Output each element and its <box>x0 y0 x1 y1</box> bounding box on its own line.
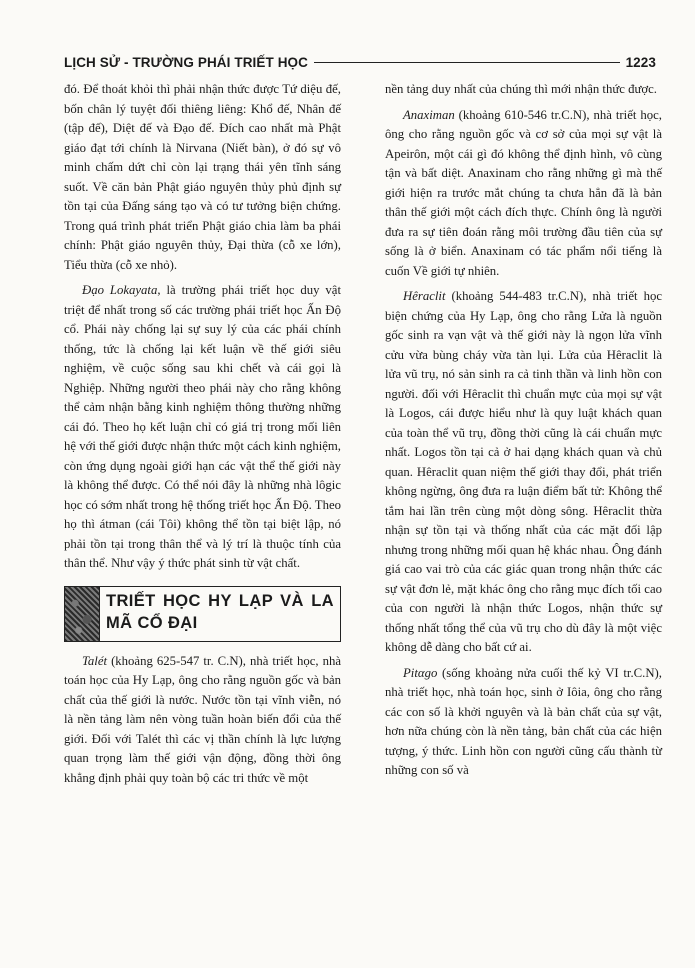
running-title: LỊCH SỬ - TRƯỜNG PHÁI TRIẾT HỌC <box>64 54 309 70</box>
paragraph: Đạo Lokayata, là trường phái triết học duy vật triệt để nhất trong số các trường phái triết học Ấn Độ cổ. Phái này chống lại sự suy lý của các phái chính thống, tức là chống lại kết luận về thế giới siêu nghiệm, về cuộc sống sau khi chết và cái gọi là Nghiệp. Những người theo phái này cho rằng không thể cảm nhận bằng kinh nghiệm thông thường những cái đó. Theo họ kết luận chỉ có giá trị trong mối liên hệ với thế giới được nhận thức một cách kinh nghiệm, còn ứng dụng ngoài giới hạn các vật thể thế giới này là không thể được. Có thể nói đây là những nhà lôgic học có sớm nhất trong hệ thống triết học Ấn Độ. Theo họ thì átman (cái Tôi) không thể tồn tại biệt lập, nó phải tồn tại trong thân thể và lý trí là thuộc tính của thân thể. Như vậy ý thức phát sinh từ vật chất. <box>64 283 341 570</box>
paragraph: Hêraclit (khoảng 544-483 tr.C.N), nhà triết học biện chứng của Hy Lạp, ông cho rằng Lửa là nguồn gốc sinh ra vạn vật và thế giới này là ngọn lửa vĩnh cửu vừa bùng cháy vừa tàn lụi. Lửa của Hêraclit là lửa vũ trụ, nó sản sinh ra cả tinh thần và linh hồn con người. đối với Hêraclit thì chuẩn mực của mọi sự vật là Logos, cái được hiểu như là quy luật khách quan của toàn thể vũ trụ, đồng thời cũng là cái chuẩn mực nhất. Logos tồn tại cả ở hai dạng khách quan và chủ quan. Hêraclit quan niệm thế giới thay đổi, phát triển không ngừng, ông đưa ra luận điểm bất tử: Không thể tắm hai lần trên cùng một dòng sông. Hêraclit thừa nhận sự tồn tại và thống nhất của các mặt đối lập nhưng trong những mối quan hệ khác nhau. Ông đánh giá cao vai trò của các giác quan trong nhận thức các sự vật đơn lẻ, mặt khác ông cho rằng mục đích tối cao của con người là nhận thức Logos, nhận thức sự thống nhất tổng thể của vũ trụ cho dù đây là một việc không dễ dàng cho bất cứ ai. <box>385 289 662 654</box>
term: Talét <box>82 653 108 668</box>
paragraph: Pitαgo (sống khoảng nửa cuối thế kỷ VI tr.C.N), nhà triết học, nhà toán học, sinh ở Iôia, ông cho rằng các con số là khởi nguyên và là bản chất của sự vật, hơn nữa chúng còn là nền tảng, bản chất của các hiện tượng, ý thức. Linh hồn con người cũng cấu thành từ những con số và <box>385 665 662 777</box>
paragraph: đó. Để thoát khỏi thì phải nhận thức được Tứ diệu đế, bốn chân lý tuyệt đối thiêng liêng: Khổ đế, Nhân đế (tập đế), Diệt đế và Đạo đế. Đích cao nhất mà Phật giáo đạt tới chính là Nirvana (Niết bàn), ở đó sự vô minh chấm dứt chỉ còn lại trạng thái yên tĩnh sáng suốt. Về căn bản Phật giáo nguyên thủy phủ định sự tồn tại của Đấng sáng tạo và có tư tưởng biện chứng. Trong quá trình phát triển Phật giáo chia làm ba phái chính: Phật giáo nguyên thủy, Đại thừa (cỗ xe lớn), Tiểu thừa (cỗ xe nhỏ). <box>64 82 341 272</box>
running-header <box>64 50 656 74</box>
section-heading <box>64 586 341 642</box>
page-number: 1223 <box>625 54 656 70</box>
left-column <box>64 80 341 794</box>
section-title: TRIẾT HỌC HY LẠP VÀ LA MÃ CỔ ĐẠI <box>106 591 334 632</box>
term: Anaximan <box>403 107 455 122</box>
term: Đạo Lokayata <box>82 283 158 297</box>
term: Hêraclit <box>403 289 446 303</box>
right-column <box>385 80 662 787</box>
paragraph: Anaximan (khoảng 610-546 tr.C.N), nhà triết học, ông cho rằng nguồn gốc và cơ sở của mọi sự vật là Apeirôn, một cái gì đó không thể định hình, vô cùng tận và bất diệt. Anaxinam cho rằng những gì mà thế giới hiện ra trước mắt chúng ta chưa hẳn đã là bản thân thế giới một cách đích thực. Chính ông là người đưa ra sự tiên đoán rằng môi trường đầu tiên của sự sống là ở biển. Anaxinam có tác phẩm nổi tiếng là cuốn Về giới tự nhiên. <box>385 107 662 278</box>
section-ornament-image <box>65 587 100 641</box>
paragraph: nền tảng duy nhất của chúng thì mới nhận thức được. <box>385 82 657 96</box>
term: Pitαgo <box>403 665 438 680</box>
paragraph: Talét (khoảng 625-547 tr. C.N), nhà triết học, nhà toán học của Hy Lạp, ông cho rằng nguồn gốc và bản chất của thế giới là nước. Nước tồn tại vĩnh viễn, nó là nền tảng làm nên vòng tuần hoàn biến đổi của thế giới. Đối với Talét thì các vị thần chính là lực lượng quan trọng làm thế giới vận động, đồng thời ông khẳng định phải quy toàn bộ các tri thức về một <box>64 653 341 785</box>
header-rule <box>314 62 620 63</box>
